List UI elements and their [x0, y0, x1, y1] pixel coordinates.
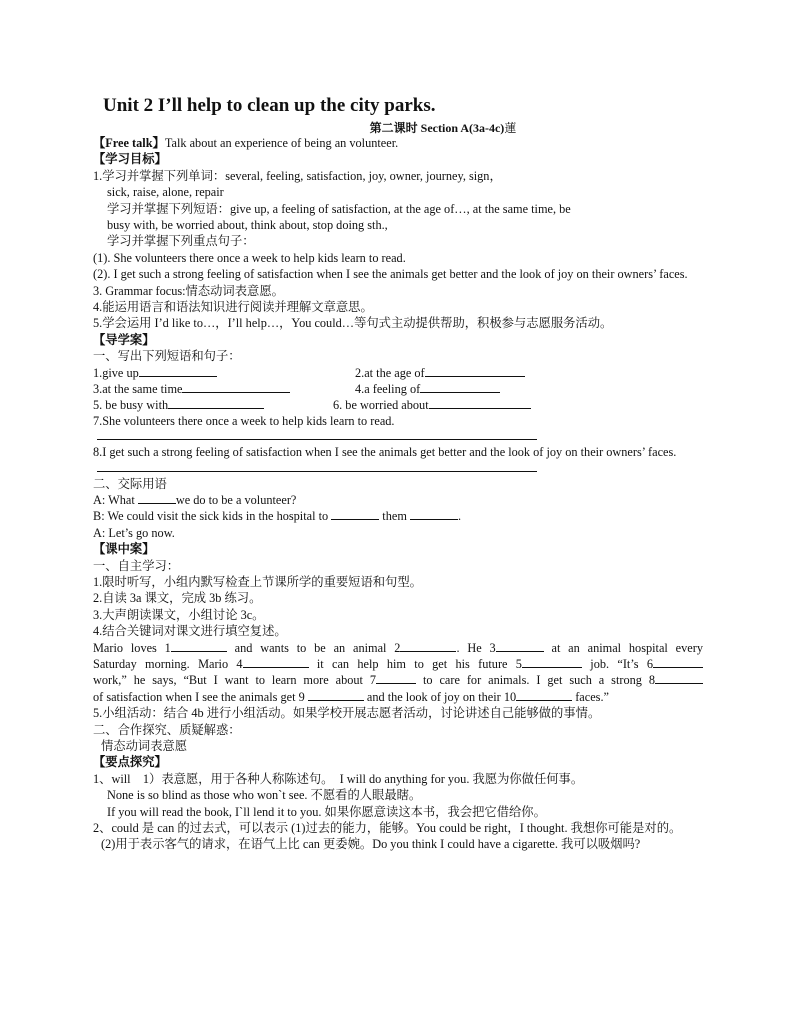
cloze-blank-9[interactable]	[308, 689, 364, 701]
cloze-line-1	[93, 640, 703, 656]
phrase-5	[93, 397, 264, 413]
self-study-3: 3.大声朗读课文，小组讨论 3c。	[93, 607, 265, 622]
self-study-4: 4.结合关键词对课文进行填空复述。	[93, 624, 287, 639]
goals-reading: 4.能运用语言和语法知识进行阅读并理解文章意思。	[93, 300, 373, 315]
key-point-could-2: (2)用于表示客气的请求，在语气上比 can 更委婉。Do you think I could have a cigarette. 我可以吸烟吗?	[101, 837, 641, 852]
cloze-text-8: work,” he says, “But I want to learn more about 7	[93, 673, 377, 688]
cloze-blank-5[interactable]	[522, 656, 582, 668]
dialogue-line-3: A: Let’s go now.	[93, 525, 175, 540]
cloze-blank-8[interactable]	[655, 672, 703, 684]
sentence-8-answer-line[interactable]	[97, 461, 537, 472]
goals-heading: 【学习目标】	[93, 152, 167, 167]
cloze-blank-3[interactable]	[496, 640, 544, 652]
phrase-row-2	[93, 381, 703, 397]
dialogue-1-end: we do to be a volunteer?	[175, 492, 297, 507]
key-point-will-ex-1: None is so blind as those who won`t see. 不愿看的人眼最瞎。	[107, 788, 422, 803]
dialogue-1-start: A: What	[93, 492, 138, 507]
phrase-row-3	[93, 397, 703, 413]
cloze-line-4	[93, 689, 703, 705]
key-point-will-ex-2: If you will read the book, I`ll lend it to you. 如果你愿意读这本书，我会把它借给你。	[107, 804, 546, 819]
cloze-text-4: at an animal hospital every	[543, 640, 703, 655]
goals-sentence-2: (2). I get such a strong feeling of satisfaction when I see the animals get better and the look of joy on their owners’ faces.	[93, 267, 688, 282]
page-title: Unit 2 I’ll help to clean up the city parks.	[103, 95, 436, 116]
goals-usage: 5.学会运用 I’d like to…，I’ll help…，You could…等句式主动提供帮助，积极参与志愿服务活动。	[93, 316, 613, 331]
phrase-row-1	[93, 365, 703, 381]
goals-words-cont: sick, raise, alone, repair	[107, 185, 224, 200]
goals-phrases-cont: busy with, be worried about, think about, stop doing sth.,	[107, 218, 388, 233]
class-section-2: 二、合作探究、质疑解惑：	[93, 722, 241, 737]
phrase-3	[93, 381, 290, 397]
dialogue-2-end: .	[457, 509, 462, 524]
dialogue-2-mid: them	[379, 509, 410, 524]
cloze-blank-1[interactable]	[171, 640, 227, 652]
cloze-line-3	[93, 672, 703, 688]
phrase-5-text: 5. be busy with	[93, 397, 169, 412]
self-study-2: 2.自读 3a 课文，完成 3b 练习。	[93, 591, 262, 606]
goals-words: 1.学习并掌握下列单词：several, feeling, satisfaction, joy, owner, journey, sign，	[93, 168, 502, 183]
cloze-blank-2[interactable]	[400, 640, 456, 652]
phrase-5-blank[interactable]	[168, 397, 264, 409]
phrase-4-text: 4.a feeling of	[355, 381, 421, 396]
cloze-blank-6[interactable]	[653, 656, 703, 668]
cloze-text-12: faces.”	[572, 689, 609, 704]
group-activity: 5.小组活动：结合 4b 进行小组活动。如果学校开展志愿者活动，讨论讲述自己能够做的事情。	[93, 706, 601, 721]
cloze-text-6: it can help him to get his future 5	[308, 656, 522, 671]
key-points-heading: 【要点探究】	[93, 755, 167, 770]
cloze-text-9: to care for animals. I get such a strong 8	[416, 673, 655, 688]
sentence-7: 7.She volunteers there once a week to help kids learn to read.	[93, 413, 395, 428]
free-talk-label: 【Free talk】	[93, 136, 165, 150]
cloze-text-11: and the look of joy on their 10	[363, 689, 517, 704]
class-heading: 【课中案】	[93, 542, 155, 557]
sentence-7-answer-line[interactable]	[97, 429, 537, 440]
phrase-1-text: 1.give up	[93, 365, 139, 380]
cloze-text-3: . He 3	[456, 640, 496, 655]
worksheet-page	[93, 95, 703, 853]
page-subtitle	[183, 119, 703, 135]
cloze-line-2	[93, 656, 703, 672]
cloze-blank-4[interactable]	[243, 656, 309, 668]
phrase-1	[93, 365, 217, 381]
guide-section-2: 二、交际用语	[93, 476, 167, 491]
phrase-2	[355, 365, 525, 381]
self-study-1: 1.限时听写，小组内默写检查上节课所学的重要短语和句型。	[93, 574, 422, 589]
dialogue-2-blank-2[interactable]	[410, 508, 458, 520]
guide-section-1: 一、写出下列短语和句子：	[93, 349, 241, 364]
goals-sentence-1: (1). She volunteers there once a week to help kids learn to read.	[93, 250, 406, 265]
phrase-4	[355, 381, 500, 397]
cloze-text-7: job. “It’s 6	[581, 656, 653, 671]
phrase-4-blank[interactable]	[420, 381, 500, 393]
dialogue-2-blank-1[interactable]	[331, 508, 379, 520]
phrase-2-blank[interactable]	[425, 365, 525, 377]
phrase-2-text: 2.at the age of	[355, 365, 425, 380]
goals-grammar: 3. Grammar focus:情态动词表意愿。	[93, 283, 284, 298]
guide-heading: 【导学案】	[93, 332, 155, 347]
dialogue-1-blank[interactable]	[138, 492, 176, 504]
cloze-text-5: Saturday morning. Mario 4	[93, 656, 243, 671]
dialogue-2-start: B: We could visit the sick kids in the hospital to	[93, 509, 332, 524]
goals-sentences: 学习并掌握下列重点句子：	[107, 234, 255, 249]
cloze-blank-7[interactable]	[376, 672, 416, 684]
phrase-6-blank[interactable]	[429, 397, 531, 409]
key-point-will: 1、will 1）表意愿，用于各种人称陈述句。 I will do anything for you. 我愿为你做任何事。	[93, 771, 584, 786]
phrase-1-blank[interactable]	[139, 365, 217, 377]
cloze-text-2: and wants to be an animal 2	[226, 640, 401, 655]
phrase-6	[333, 397, 531, 413]
phrase-3-text: 3.at the same time	[93, 381, 183, 396]
sentence-8: 8.I get such a strong feeling of satisfaction when I see the animals get better and the look of joy on their owners’ faces.	[93, 445, 677, 460]
cloze-blank-10[interactable]	[516, 689, 572, 701]
topic-label: 情态动词表意愿	[101, 739, 188, 753]
free-talk	[93, 135, 703, 151]
free-talk-text: Talk about an experience of being an volunteer.	[164, 136, 399, 150]
key-point-could: 2、could 是 can 的过去式，可以表示 (1)过去的能力，能够。You could be right，I thought. 我想你可能是对的。	[93, 821, 682, 836]
phrase-3-blank[interactable]	[182, 381, 290, 393]
subtitle-mark: 蓮	[504, 121, 517, 135]
subtitle-text: 第二课时 Section A(3a-4c)	[369, 121, 505, 135]
phrase-6-text: 6. be worried about	[333, 397, 429, 412]
dialogue-line-2	[93, 508, 703, 524]
goals-phrases: 学习并掌握下列短语：give up, a feeling of satisfaction, at the age of…, at the same time, be	[107, 201, 571, 216]
cloze-text-1: Mario loves 1	[93, 640, 171, 655]
class-section-1: 一、自主学习：	[93, 558, 180, 573]
cloze-text-10: of satisfaction when I see the animals get 9	[93, 689, 308, 704]
dialogue-line-1	[93, 492, 703, 508]
